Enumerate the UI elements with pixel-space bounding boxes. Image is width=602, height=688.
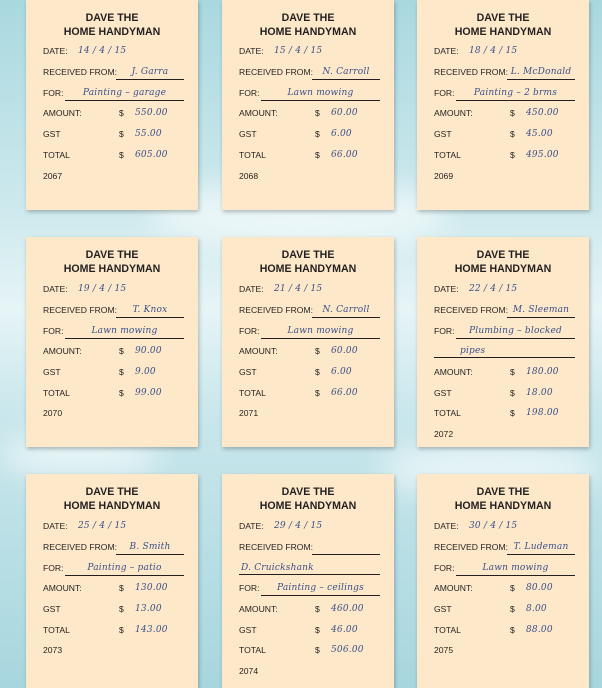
gst-value: 8.00 (526, 604, 547, 614)
dollar-sign: $ (119, 388, 124, 398)
title-line-2: HOME HANDYMAN (63, 26, 161, 38)
dollar-sign: $ (119, 604, 124, 614)
date-value: 29 / 4 / 15 (274, 521, 323, 531)
received-from-value: M. Sleeman (507, 305, 575, 318)
business-name (222, 248, 394, 276)
received-from-label: RECEIVED FROM: (239, 67, 314, 77)
dollar-sign: $ (510, 625, 515, 635)
receipt-2072 (417, 237, 589, 447)
title-line-1: DAVE THE (85, 12, 139, 24)
receipt-2067 (26, 0, 198, 210)
business-name (26, 11, 198, 39)
receipt-number: 2069 (434, 171, 454, 181)
dollar-sign: $ (510, 388, 515, 398)
gst-label: GST (434, 129, 452, 139)
amount-value: 60.00 (331, 108, 358, 118)
amount-value: 80.00 (526, 583, 553, 593)
receipt-number: 2073 (43, 645, 63, 655)
amount-value: 130.00 (135, 583, 168, 593)
amount-value: 450.00 (526, 108, 559, 118)
total-value: 495.00 (526, 150, 559, 160)
amount-value: 60.00 (331, 346, 358, 356)
amount-label: AMOUNT: (43, 108, 82, 118)
for-value: Painting – 2 brms (456, 88, 575, 101)
amount-value: 550.00 (135, 108, 168, 118)
for-value: Plumbing – blocked (456, 326, 575, 339)
for-value: Painting – garage (65, 88, 184, 101)
amount-label: AMOUNT: (239, 108, 278, 118)
amount-value: 460.00 (331, 604, 364, 614)
total-label: TOTAL (239, 645, 266, 655)
date-label: DATE: (43, 46, 68, 56)
dollar-sign: $ (315, 346, 320, 356)
dollar-sign: $ (510, 367, 515, 377)
total-value: 88.00 (526, 625, 553, 635)
amount-label: AMOUNT: (434, 108, 473, 118)
date-label: DATE: (43, 521, 68, 531)
total-value: 143.00 (135, 625, 168, 635)
received-from-value (312, 542, 380, 555)
amount-value: 90.00 (135, 346, 162, 356)
gst-value: 6.00 (331, 367, 352, 377)
amount-label: AMOUNT: (43, 583, 82, 593)
total-label: TOTAL (239, 150, 266, 160)
title-line-1: DAVE THE (476, 249, 530, 261)
receipt-2075 (417, 474, 589, 688)
business-name (26, 485, 198, 513)
dollar-sign: $ (315, 108, 320, 118)
date-label: DATE: (239, 284, 264, 294)
received-from-label: RECEIVED FROM: (434, 305, 509, 315)
receipt-2073 (26, 474, 198, 688)
amount-label: AMOUNT: (239, 604, 278, 614)
dollar-sign: $ (119, 150, 124, 160)
for-value: Lawn mowing (65, 326, 184, 339)
business-name (417, 248, 589, 276)
receipt-number: 2067 (43, 171, 63, 181)
dollar-sign: $ (510, 150, 515, 160)
date-value: 21 / 4 / 15 (274, 284, 323, 294)
gst-value: 55.00 (135, 129, 162, 139)
business-name (222, 485, 394, 513)
dollar-sign: $ (315, 625, 320, 635)
gst-label: GST (239, 367, 257, 377)
amount-label: AMOUNT: (434, 367, 473, 377)
for-label: FOR: (43, 326, 64, 336)
gst-value: 45.00 (526, 129, 553, 139)
total-label: TOTAL (434, 408, 461, 418)
dollar-sign: $ (510, 108, 515, 118)
total-label: TOTAL (43, 388, 70, 398)
title-line-2: HOME HANDYMAN (454, 263, 552, 275)
dollar-sign: $ (315, 604, 320, 614)
gst-value: 9.00 (135, 367, 156, 377)
title-line-2: HOME HANDYMAN (454, 26, 552, 38)
gst-label: GST (434, 388, 452, 398)
for-value: Lawn mowing (261, 326, 380, 339)
date-label: DATE: (239, 521, 264, 531)
title-line-1: DAVE THE (85, 486, 139, 498)
title-line-2: HOME HANDYMAN (63, 263, 161, 275)
title-line-1: DAVE THE (281, 486, 335, 498)
for-value: Painting – ceilings (261, 583, 380, 596)
date-label: DATE: (43, 284, 68, 294)
for-label: FOR: (239, 326, 260, 336)
title-line-2: HOME HANDYMAN (454, 500, 552, 512)
received-from-label: RECEIVED FROM: (43, 305, 118, 315)
date-value: 30 / 4 / 15 (469, 521, 518, 531)
title-line-1: DAVE THE (281, 249, 335, 261)
dollar-sign: $ (510, 129, 515, 139)
dollar-sign: $ (119, 625, 124, 635)
date-value: 14 / 4 / 15 (78, 46, 127, 56)
amount-label: AMOUNT: (43, 346, 82, 356)
total-value: 198.00 (526, 408, 559, 418)
date-label: DATE: (434, 284, 459, 294)
received-from-value: L. McDonald (507, 67, 575, 80)
total-label: TOTAL (434, 625, 461, 635)
received-from-label: RECEIVED FROM: (43, 67, 118, 77)
date-value: 18 / 4 / 15 (469, 46, 518, 56)
receipt-2068 (222, 0, 394, 210)
total-label: TOTAL (43, 150, 70, 160)
for-label: FOR: (434, 326, 455, 336)
gst-label: GST (434, 604, 452, 614)
for-value: Lawn mowing (456, 563, 575, 576)
business-name (26, 248, 198, 276)
dollar-sign: $ (119, 129, 124, 139)
receipt-number: 2070 (43, 408, 63, 418)
gst-label: GST (239, 625, 257, 635)
for-label: FOR: (239, 88, 260, 98)
dollar-sign: $ (315, 645, 320, 655)
received-from-value: T. Knox (116, 305, 184, 318)
receipt-number: 2072 (434, 429, 454, 439)
received-from-value: B. Smith (116, 542, 184, 555)
for-value: Painting – patio (65, 563, 184, 576)
received-from-label: RECEIVED FROM: (434, 67, 509, 77)
receipt-number: 2075 (434, 645, 454, 655)
gst-value: 13.00 (135, 604, 162, 614)
date-value: 22 / 4 / 15 (469, 284, 518, 294)
received-from-value: J. Garra (116, 67, 184, 80)
business-name (417, 485, 589, 513)
total-value: 99.00 (135, 388, 162, 398)
received-from-value: N. Carroll (312, 67, 380, 80)
business-name (222, 11, 394, 39)
receipt-number: 2071 (239, 408, 259, 418)
title-line-2: HOME HANDYMAN (259, 500, 357, 512)
dollar-sign: $ (315, 129, 320, 139)
dollar-sign: $ (510, 604, 515, 614)
dollar-sign: $ (119, 583, 124, 593)
date-label: DATE: (239, 46, 264, 56)
date-value: 15 / 4 / 15 (274, 46, 323, 56)
total-label: TOTAL (239, 388, 266, 398)
receipt-2069 (417, 0, 589, 210)
for-label: FOR: (434, 88, 455, 98)
amount-label: AMOUNT: (239, 346, 278, 356)
title-line-1: DAVE THE (281, 12, 335, 24)
total-label: TOTAL (43, 625, 70, 635)
gst-value: 18.00 (526, 388, 553, 398)
receipt-2070 (26, 237, 198, 447)
gst-label: GST (239, 129, 257, 139)
dollar-sign: $ (510, 583, 515, 593)
total-value: 506.00 (331, 645, 364, 655)
received-from-value: T. Ludeman (507, 542, 575, 555)
receipt-number: 2074 (239, 666, 259, 676)
for-label: FOR: (239, 583, 260, 593)
amount-label: AMOUNT: (434, 583, 473, 593)
for-value: Lawn mowing (261, 88, 380, 101)
total-value: 66.00 (331, 388, 358, 398)
for-value-line-2: pipes (434, 346, 575, 358)
receipt-2071 (222, 237, 394, 447)
title-line-1: DAVE THE (476, 486, 530, 498)
date-label: DATE: (434, 46, 459, 56)
date-value: 25 / 4 / 15 (78, 521, 127, 531)
dollar-sign: $ (315, 388, 320, 398)
dollar-sign: $ (119, 346, 124, 356)
received-from-label: RECEIVED FROM: (239, 305, 314, 315)
receipt-2074 (222, 474, 394, 688)
dollar-sign: $ (119, 367, 124, 377)
gst-label: GST (43, 129, 61, 139)
dollar-sign: $ (119, 108, 124, 118)
received-from-label: RECEIVED FROM: (239, 542, 314, 552)
for-label: FOR: (434, 563, 455, 573)
date-value: 19 / 4 / 15 (78, 284, 127, 294)
date-label: DATE: (434, 521, 459, 531)
amount-value: 180.00 (526, 367, 559, 377)
dollar-sign: $ (315, 150, 320, 160)
total-value: 605.00 (135, 150, 168, 160)
gst-label: GST (43, 604, 61, 614)
received-from-label: RECEIVED FROM: (434, 542, 509, 552)
total-value: 66.00 (331, 150, 358, 160)
gst-label: GST (43, 367, 61, 377)
received-from-value-line-2: D. Cruickshank (239, 563, 380, 575)
receipt-number: 2068 (239, 171, 259, 181)
gst-value: 6.00 (331, 129, 352, 139)
for-label: FOR: (43, 88, 64, 98)
total-label: TOTAL (434, 150, 461, 160)
title-line-1: DAVE THE (476, 12, 530, 24)
dollar-sign: $ (510, 408, 515, 418)
title-line-2: HOME HANDYMAN (63, 500, 161, 512)
title-line-1: DAVE THE (85, 249, 139, 261)
dollar-sign: $ (315, 367, 320, 377)
for-label: FOR: (43, 563, 64, 573)
received-from-label: RECEIVED FROM: (43, 542, 118, 552)
title-line-2: HOME HANDYMAN (259, 263, 357, 275)
title-line-2: HOME HANDYMAN (259, 26, 357, 38)
business-name (417, 11, 589, 39)
received-from-value: N. Carroll (312, 305, 380, 318)
gst-value: 46.00 (331, 625, 358, 635)
